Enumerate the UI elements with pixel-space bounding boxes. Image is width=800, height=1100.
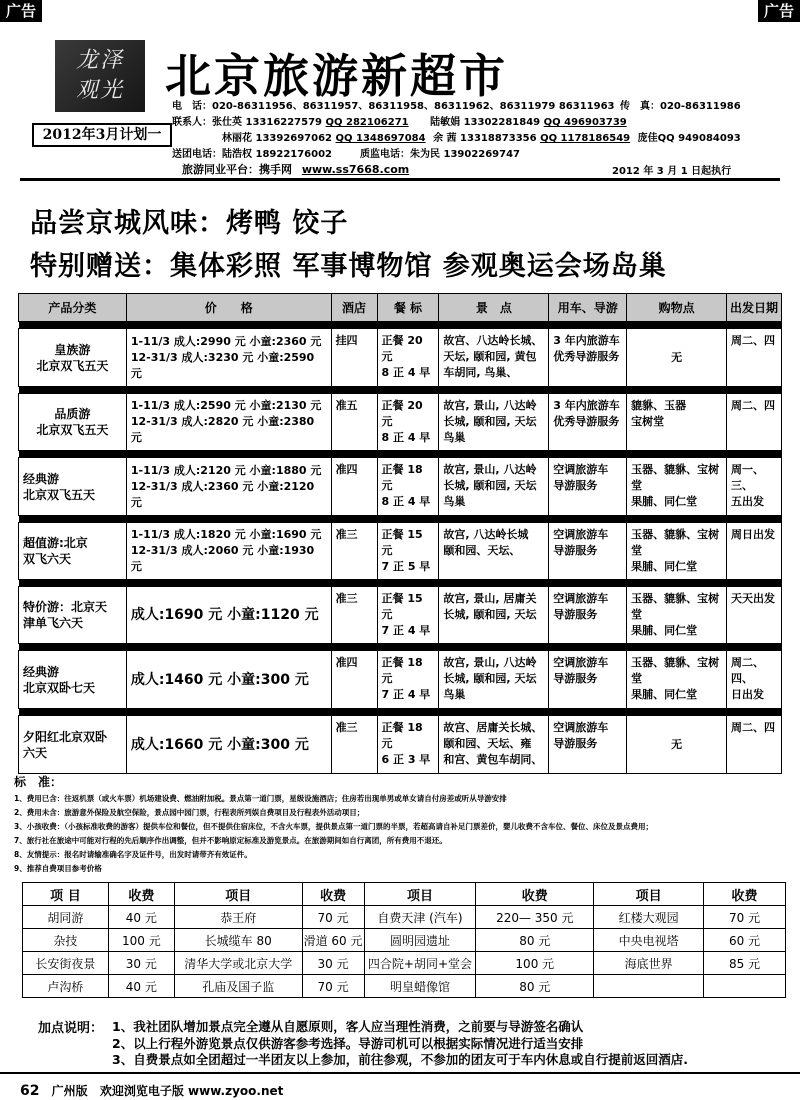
price-cell: 胡同游 bbox=[23, 906, 109, 929]
meal-line: 正餐 18 元 bbox=[381, 463, 423, 492]
header-shopping: 购物点 bbox=[627, 294, 727, 322]
price-header: 收费 bbox=[302, 883, 364, 906]
fax-line: 传 真：020-86311986 bbox=[620, 101, 741, 112]
spot-line: 故宫, 八达岭长城 bbox=[443, 528, 529, 541]
spot-line: 鸟巢 bbox=[443, 431, 466, 444]
product-category-sub: 六天 bbox=[23, 745, 48, 760]
spot-line: 故宫、八达岭长城、 bbox=[443, 334, 543, 347]
footer-divider bbox=[0, 1072, 800, 1074]
price-cell: 滑道 60 元 bbox=[302, 929, 364, 952]
price-cell: 70 元 bbox=[302, 906, 364, 929]
optional-price-table bbox=[22, 882, 786, 998]
hotel-cell: 准三 bbox=[331, 523, 377, 580]
price-line: 12-31/3 成人:2360 元 小童:2120 元 bbox=[130, 479, 315, 509]
contact1-prefix: 联系人：张仕英 13316227579 bbox=[172, 117, 323, 128]
price-line: 1-11/3 成人:2990 元 小童:2360 元 bbox=[130, 334, 322, 348]
spot-line: 故宫, 景山, 八达岭 bbox=[443, 463, 537, 476]
header-departure: 出发日期 bbox=[727, 294, 782, 322]
price-cell: 30 元 bbox=[302, 952, 364, 975]
contact1-qq1: QQ 282106271 bbox=[325, 117, 409, 128]
logo-line2: 观光 bbox=[75, 78, 124, 103]
transport-line: 空调旅游车 bbox=[553, 463, 609, 476]
page-number: 62 bbox=[20, 1083, 40, 1099]
addon-note: 1、我社团队增加景点完全遵从自愿原则，客人应当理性消费，之前要与导游签名确认 bbox=[112, 1019, 584, 1034]
company-title: 北京旅游新超市 bbox=[165, 49, 508, 103]
dispatch-line: 送团电话：陆浩权 18922176002 bbox=[172, 149, 333, 160]
standard-note: 1、费用已含：往返机票（或火车票）机场建设费、燃油附加税。景点第一道门票，星级设施酒店；住房若出现单男或单女请自付房差或听从导游安排 bbox=[14, 794, 507, 803]
price-header: 收费 bbox=[108, 883, 174, 906]
shopping-line: 玉器、貔貅、宝树堂 bbox=[631, 463, 720, 492]
product-category: 皇族游 bbox=[54, 342, 91, 357]
table-row bbox=[23, 906, 786, 929]
header-hotel: 酒店 bbox=[331, 294, 377, 322]
spot-line: 长城, 颐和园, 天坛 bbox=[443, 608, 537, 621]
spot-line: 车胡同, 鸟巢、 bbox=[443, 366, 518, 379]
addon-note: 2、以上行程外游览景点仅供游客参考选择。导游司机可以根据实际情况进行适当安排 bbox=[112, 1036, 584, 1051]
price-cell: 清华大学或北京大学 bbox=[174, 952, 302, 975]
shopping-line: 貔貅、玉器 bbox=[631, 399, 687, 412]
meal-line: 正餐 15 元 bbox=[381, 528, 423, 557]
hotel-cell: 准四 bbox=[331, 458, 377, 516]
headline-food: 品尝京城风味：烤鸭 饺子 bbox=[30, 208, 349, 239]
meal-line: 7 正 4 早 bbox=[381, 688, 431, 701]
price-cell: 圆明园遗址 bbox=[364, 929, 476, 952]
shopping-line: 果脯、同仁堂 bbox=[631, 688, 698, 701]
price-cell: 自费天津 (汽车) bbox=[364, 906, 476, 929]
price-cell: 220— 350 元 bbox=[476, 906, 594, 929]
hotel-cell: 准四 bbox=[331, 651, 377, 709]
contact2-qq2: QQ 1178186549 bbox=[540, 133, 631, 144]
price-cell: 杂技 bbox=[23, 929, 109, 952]
transport-line: 3 年内旅游车 bbox=[553, 334, 620, 347]
price-table-header bbox=[23, 883, 786, 906]
transport-line: 3 年内旅游车 bbox=[553, 399, 620, 412]
addon-title: 加点说明： bbox=[38, 1021, 104, 1036]
price-cell: 长城缆车 80 bbox=[174, 929, 302, 952]
departure-line: 天天出发 bbox=[731, 592, 775, 605]
meal-line: 7 正 4 早 bbox=[381, 624, 431, 637]
product-category: 经典游 bbox=[23, 471, 60, 486]
contact-line-1 bbox=[172, 113, 627, 128]
transport-line: 导游服务 bbox=[553, 544, 598, 557]
price-header: 项目 bbox=[594, 883, 704, 906]
quality-line: 质监电话：朱为民 13902269747 bbox=[360, 149, 521, 160]
table-row bbox=[19, 523, 782, 580]
standard-note: 2、费用未含：旅游意外保险及航空保险，景点园中园门票，行程表所列娱自费项目及行程表外活动项目； bbox=[14, 808, 365, 817]
product-category-sub: 北京双飞五天 bbox=[23, 487, 96, 502]
price-cell: 明皇蜡像馆 bbox=[364, 975, 476, 998]
header-price: 价 格 bbox=[126, 294, 331, 322]
contact2-mid: 余 茜 13318873356 bbox=[433, 133, 537, 144]
price-cell: 70 元 bbox=[302, 975, 364, 998]
price-cell bbox=[704, 975, 786, 998]
product-category: 特价游：北京天 bbox=[23, 600, 108, 614]
product-table bbox=[18, 293, 782, 774]
spot-line: 长城, 颐和园, 天坛 bbox=[443, 479, 537, 492]
table-row bbox=[23, 952, 786, 975]
standard-note: 3、小孩收费：（小孩标准收费的游客）提供车位和餐位，但不提供住宿床位，不含火车票，提供景点第一道门票的半票，若超高请自补足门票差价，婴儿收费不含车位、餐位、床位及景点费用； bbox=[14, 822, 653, 831]
headline-gift: 特别赠送：集体彩照 军事博物馆 参观奥运会场岛巢 bbox=[30, 251, 667, 282]
standard-note: 8、友情提示：报名时请输准确名字及证件号，出发时请带齐有效证件。 bbox=[14, 850, 252, 859]
departure-line: 周二、四 bbox=[731, 721, 775, 734]
ad-label-left: 广告 bbox=[0, 0, 42, 22]
transport-line: 导游服务 bbox=[553, 672, 598, 685]
shopping-line: 无 bbox=[671, 737, 683, 751]
departure-line: 五出发 bbox=[731, 495, 764, 508]
price-line: 1-11/3 成人:2590 元 小童:2130 元 bbox=[130, 399, 322, 412]
price-cell: 中央电视塔 bbox=[594, 929, 704, 952]
transport-line: 导游服务 bbox=[553, 737, 598, 750]
departure-line: 周二、四 bbox=[731, 334, 775, 347]
price-cell: 100 元 bbox=[108, 929, 174, 952]
product-category-sub: 北京双飞五天 bbox=[36, 358, 109, 373]
shopping-line: 无 bbox=[671, 350, 683, 364]
spot-line: 故宫, 景山, 居庸关 bbox=[443, 592, 537, 605]
meal-line: 6 正 3 早 bbox=[381, 753, 431, 766]
effective-date: 2012 年 3 月 1 日起执行 bbox=[612, 166, 732, 177]
price-cell: 85 元 bbox=[704, 952, 786, 975]
shopping-line: 玉器、貔貅、宝树堂 bbox=[631, 592, 720, 621]
price-header: 项 目 bbox=[23, 883, 109, 906]
meal-line: 7 正 5 早 bbox=[381, 560, 431, 573]
departure-line: 周一、三、 bbox=[731, 463, 764, 492]
company-logo bbox=[55, 40, 145, 112]
platform-url[interactable]: www.ss7668.com bbox=[301, 163, 410, 176]
contact1-mid: 陆敏娟 13302281849 bbox=[430, 117, 541, 128]
departure-line: 周二、四、 bbox=[731, 656, 764, 685]
price-cell: 卢沟桥 bbox=[23, 975, 109, 998]
table-row bbox=[19, 651, 782, 709]
price-cell: 孔庙及国子监 bbox=[174, 975, 302, 998]
meal-line: 正餐 18 元 bbox=[381, 721, 423, 750]
spot-line: 鸟巢 bbox=[443, 688, 466, 701]
meal-line: 正餐 18 元 bbox=[381, 656, 423, 685]
shopping-line: 宝树堂 bbox=[631, 415, 665, 428]
page-footer bbox=[20, 1082, 283, 1099]
price-line: 成人:1690 元 小童:1120 元 bbox=[130, 607, 319, 623]
hotel-cell: 准三 bbox=[331, 587, 377, 644]
meal-line: 8 正 4 早 bbox=[381, 366, 431, 379]
spot-line: 颐和园、天坛、雍 bbox=[443, 737, 532, 750]
ad-label-right: 广告 bbox=[758, 0, 800, 22]
header-divider bbox=[20, 178, 780, 181]
contact1-qq2: QQ 496903739 bbox=[543, 117, 627, 128]
price-line: 成人:1660 元 小童:300 元 bbox=[130, 736, 309, 753]
price-cell: 海底世界 bbox=[594, 952, 704, 975]
spot-line: 长城, 颐和园, 天坛 bbox=[443, 672, 537, 685]
table-header-row bbox=[19, 294, 782, 322]
transport-line: 空调旅游车 bbox=[553, 721, 609, 734]
price-line: 12-31/3 成人:2060 元 小童:1930 元 bbox=[130, 544, 315, 573]
price-cell: 40 元 bbox=[108, 906, 174, 929]
shopping-line: 果脯、同仁堂 bbox=[631, 624, 698, 637]
transport-line: 空调旅游车 bbox=[553, 592, 609, 605]
table-row bbox=[23, 929, 786, 952]
price-cell: 恭王府 bbox=[174, 906, 302, 929]
price-line: 成人:1460 元 小童:300 元 bbox=[130, 671, 309, 688]
contact-line-2 bbox=[222, 129, 741, 144]
product-category-sub: 北京双飞五天 bbox=[36, 423, 109, 437]
departure-line: 周二、四 bbox=[731, 399, 775, 412]
transport-line: 导游服务 bbox=[553, 608, 598, 621]
meal-line: 正餐 20 元 bbox=[381, 399, 423, 428]
meal-line: 8 正 4 早 bbox=[381, 431, 431, 444]
departure-line: 日出发 bbox=[731, 688, 764, 701]
product-category-sub: 津单飞六天 bbox=[23, 616, 84, 630]
price-cell: 红楼大观园 bbox=[594, 906, 704, 929]
hotel-cell: 准三 bbox=[331, 716, 377, 774]
table-row bbox=[19, 716, 782, 774]
price-line: 1-11/3 成人:2120 元 小童:1880 元 bbox=[130, 463, 322, 477]
transport-line: 导游服务 bbox=[553, 479, 598, 492]
contact2-tail: 庞佳QQ 949084093 bbox=[637, 133, 741, 144]
shopping-line: 玉器、貔貅、宝树堂 bbox=[631, 656, 720, 685]
transport-line: 优秀导游服务 bbox=[553, 415, 620, 428]
departure-line: 周日出发 bbox=[731, 528, 775, 541]
edition-label: 广州版 bbox=[51, 1084, 88, 1098]
price-header: 项目 bbox=[174, 883, 302, 906]
shopping-line: 果脯、同仁堂 bbox=[631, 560, 698, 573]
spot-line: 鸟巢 bbox=[443, 495, 466, 508]
price-line: 12-31/3 成人:2820 元 小童:2380 元 bbox=[130, 415, 315, 444]
spot-line: 天坛, 颐和园, 黄包 bbox=[443, 350, 537, 363]
spot-line: 和宫、黄包车胡同、 bbox=[443, 753, 543, 766]
contact2-qq1: QQ 1348697084 bbox=[335, 133, 426, 144]
product-category: 经典游 bbox=[23, 664, 60, 679]
platform-label: 旅游同业平台：携手网 bbox=[182, 163, 292, 176]
meal-line: 正餐 20 元 bbox=[381, 334, 423, 363]
price-cell: 60 元 bbox=[704, 929, 786, 952]
price-cell: 四合院+胡同+堂会 bbox=[364, 952, 476, 975]
table-row bbox=[19, 587, 782, 644]
table-row bbox=[19, 329, 782, 387]
product-category-sub: 北京双卧七天 bbox=[23, 680, 96, 695]
price-cell: 70 元 bbox=[704, 906, 786, 929]
product-category: 夕阳红北京双卧 bbox=[23, 729, 108, 744]
transport-line: 空调旅游车 bbox=[553, 656, 609, 669]
product-category-sub: 双飞六天 bbox=[23, 552, 72, 566]
header-spots: 景 点 bbox=[439, 294, 549, 322]
addon-note: 3、自费景点如全团超过一半团友以上参加，前往参观，不参加的团友可于车内休息或自行提前返回酒店. bbox=[112, 1052, 688, 1067]
price-header: 收费 bbox=[704, 883, 786, 906]
standard-note: 7、旅行社在旅途中可能对行程的先后顺序作出调整，但并不影响原定标准及游览景点。在旅游期间如自行离团，所有费用不退还。 bbox=[14, 836, 447, 845]
price-header: 项目 bbox=[364, 883, 476, 906]
logo-line1: 龙泽 bbox=[75, 48, 124, 73]
hotel-cell: 准五 bbox=[331, 394, 377, 451]
price-cell: 40 元 bbox=[108, 975, 174, 998]
shopping-line: 果脯、同仁堂 bbox=[631, 495, 698, 508]
price-cell: 长安街夜景 bbox=[23, 952, 109, 975]
footer-text[interactable]: 欢迎浏览电子版 www.zyoo.net bbox=[99, 1084, 284, 1098]
shopping-line: 玉器、貔貅、宝树堂 bbox=[631, 528, 720, 557]
price-cell: 100 元 bbox=[476, 952, 594, 975]
spot-line: 长城, 颐和园, 天坛 bbox=[443, 415, 537, 428]
table-row bbox=[23, 975, 786, 998]
spot-line: 故宫, 景山, 八达岭 bbox=[443, 656, 537, 669]
product-category: 品质游 bbox=[54, 407, 91, 421]
spot-line: 颐和园、天坛、 bbox=[443, 544, 521, 557]
header-transport: 用车、导游 bbox=[549, 294, 627, 322]
transport-line: 空调旅游车 bbox=[553, 528, 609, 541]
phone-line: 电 话：020-86311956、86311957、86311958、86311962、86311979 86311963 bbox=[172, 101, 615, 112]
header-meal: 餐 标 bbox=[377, 294, 439, 322]
price-cell: 80 元 bbox=[476, 929, 594, 952]
price-header: 收费 bbox=[476, 883, 594, 906]
transport-line: 优秀导游服务 bbox=[553, 350, 620, 363]
table-row bbox=[19, 394, 782, 451]
contact2-prefix: 林丽花 13392697062 bbox=[222, 133, 333, 144]
hotel-cell: 挂四 bbox=[331, 329, 377, 387]
price-line: 12-31/3 成人:3230 元 小童:2590 元 bbox=[130, 350, 315, 380]
spot-line: 故宫, 景山, 八达岭 bbox=[443, 399, 537, 412]
price-cell: 30 元 bbox=[108, 952, 174, 975]
standards-title: 标 准： bbox=[14, 775, 63, 789]
price-line: 1-11/3 成人:1820 元 小童:1690 元 bbox=[130, 528, 322, 541]
table-row bbox=[19, 458, 782, 516]
header-category: 产品分类 bbox=[19, 294, 127, 322]
standard-note: 9、推荐自费项目参考价格 bbox=[14, 864, 102, 873]
plan-label: 2012年3月计划一 bbox=[32, 123, 172, 147]
platform-line bbox=[182, 161, 409, 177]
price-cell bbox=[594, 975, 704, 998]
spot-line: 故宫、居庸关长城、 bbox=[443, 721, 543, 734]
meal-line: 8 正 4 早 bbox=[381, 495, 431, 508]
price-cell: 80 元 bbox=[476, 975, 594, 998]
meal-line: 正餐 15 元 bbox=[381, 592, 423, 621]
product-category: 超值游:北京 bbox=[23, 536, 88, 550]
